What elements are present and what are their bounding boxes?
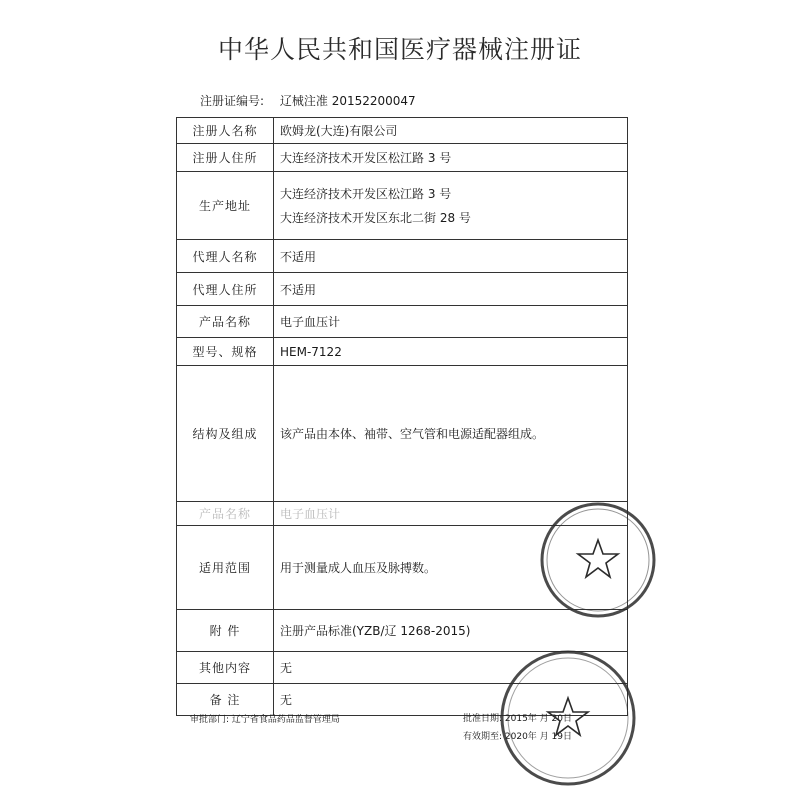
approval-date: 批准日期: 2015年 月 20日: [463, 714, 572, 724]
label-other: 其他内容: [177, 652, 274, 684]
value-registrant-name: 欧姆龙(大连)有限公司: [274, 118, 628, 144]
label-production-address: 生产地址: [177, 172, 274, 240]
value-registrant-address: 大连经济技术开发区松江路 3 号: [274, 144, 628, 172]
company-seal-icon: [538, 500, 658, 620]
label-agent-name: 代理人名称: [177, 240, 274, 273]
label-registrant-address: 注册人住所: [177, 144, 274, 172]
value-agent-name: 不适用: [274, 240, 628, 273]
value-remark: 无: [274, 684, 628, 716]
label-scope: 适用范围: [177, 526, 274, 610]
row-production-address: [177, 172, 628, 240]
row-registrant-name: [177, 118, 628, 144]
registration-number: [200, 92, 416, 109]
row-structure: [177, 366, 628, 502]
registration-number-label: 注册证编号:: [200, 94, 265, 108]
row-model: [177, 338, 628, 366]
value-other: 无: [274, 652, 628, 684]
label-faded: 产品名称: [177, 502, 274, 526]
registration-number-value: 辽械注准 20152200047: [279, 94, 416, 108]
production-address-line: 大连经济技术开发区东北二街 28 号: [280, 210, 471, 225]
row-product-name: [177, 306, 628, 338]
registration-table: [176, 117, 628, 716]
approval-department: 审批部门: 辽宁省食品药品监督管理局: [190, 715, 340, 725]
value-product-name: 电子血压计: [274, 306, 628, 338]
document-title: 中华人民共和国医疗器械注册证: [217, 35, 582, 64]
valid-until-date: 有效期至: 2020年 月 19日: [463, 732, 572, 742]
row-registrant-address: [177, 144, 628, 172]
value-scope: 用于测量成人血压及脉搏数。: [274, 526, 628, 610]
label-remark: 备 注: [177, 684, 274, 716]
value-agent-address: 不适用: [274, 273, 628, 306]
value-production-address: [274, 172, 628, 240]
label-structure: 结构及组成: [177, 366, 274, 502]
label-registrant-name: 注册人名称: [177, 118, 274, 144]
label-product-name: 产品名称: [177, 306, 274, 338]
label-attachment: 附 件: [177, 610, 274, 652]
label-agent-address: 代理人住所: [177, 273, 274, 306]
value-attachment: 注册产品标准(YZB/辽 1268-2015): [274, 610, 628, 652]
label-model: 型号、规格: [177, 338, 274, 366]
row-agent-name: [177, 240, 628, 273]
value-structure: 该产品由本体、袖带、空气管和电源适配器组成。: [274, 366, 628, 502]
value-model: HEM-7122: [274, 338, 628, 366]
row-agent-address: [177, 273, 628, 306]
value-faded: 电子血压计: [274, 502, 628, 526]
authority-seal-icon: [498, 648, 638, 788]
production-address-line: 大连经济技术开发区松江路 3 号: [280, 186, 452, 201]
